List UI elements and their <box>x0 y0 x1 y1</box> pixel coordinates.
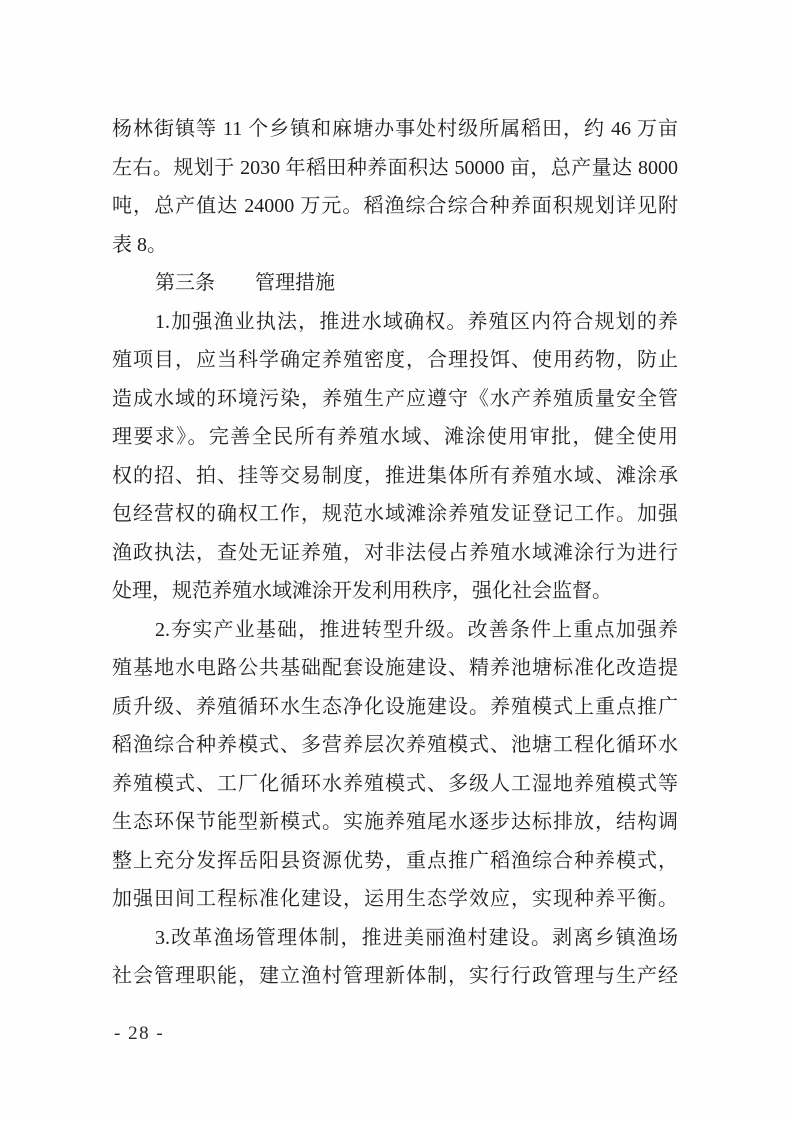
text-line: 渔政执法，查处无证养殖，对非法侵占养殖水域滩涂行为进行 <box>112 541 678 564</box>
text-line: 稻渔综合种养模式、多营养层次养殖模式、池塘工程化循环水 <box>112 734 678 756</box>
text-line: 处理，规范养殖水域滩涂开发利用秩序，强化社会监督。 <box>112 580 612 602</box>
text-line: 加强田间工程标准化建设，运用生态学效应，实现种养平衡。 <box>112 888 678 910</box>
text-line: 理要求》。完善全民所有养殖水域、滩涂使用审批，健全使用 <box>112 426 678 448</box>
paragraph-2-start: 2.夯实产业基础，推进转型升级。改善条件上重点加强养 <box>155 618 678 641</box>
text-line: 质升级、养殖循环水生态净化设施建设。养殖模式上重点推广 <box>112 695 678 718</box>
text-line: 殖项目，应当科学确定养殖密度，合理投饵、使用药物，防止 <box>112 349 678 371</box>
text-line: 权的招、拍、挂等交易制度，推进集体所有养殖水域、滩涂承 <box>112 464 678 487</box>
paragraph-1-start: 1.加强渔业执法，推进水域确权。养殖区内符合规划的养 <box>155 310 678 333</box>
text-line: 殖基地水电路公共基础配套设施建设、精养池塘标准化改造提 <box>112 657 678 679</box>
paragraph-3-start: 3.改革渔场管理体制，推进美丽渔村建设。剥离乡镇渔场 <box>155 926 678 949</box>
text-line: 养殖模式、工厂化循环水养殖模式、多级人工湿地养殖模式等 <box>112 772 678 795</box>
text-line: 整上充分发挥岳阳县资源优势，重点推广稻渔综合种养模式， <box>112 849 678 872</box>
page-number: - 28 - <box>114 1023 165 1044</box>
body-text <box>112 110 678 996</box>
text-line: 吨，总产值达 24000 万元。稻渔综合综合种养面积规划详见附 <box>112 195 678 217</box>
text-line: 社会管理职能，建立渔村管理新体制，实行行政管理与生产经 <box>112 965 678 987</box>
text-line: 左右。规划于 2030 年稻田种养面积达 50000 亩，总产量达 8000 <box>112 156 678 179</box>
text-line: 杨林街镇等 11 个乡镇和麻塘办事处村级所属稻田，约 46 万亩 <box>112 118 678 140</box>
section-heading: 第三条 管理措施 <box>155 272 335 294</box>
text-line: 表 8。 <box>112 233 167 256</box>
text-line: 造成水域的环境污染，养殖生产应遵守《水产养殖质量安全管 <box>112 387 678 410</box>
text-line: 生态环保节能型新模式。实施养殖尾水逐步达标排放，结构调 <box>112 811 678 833</box>
text-line: 包经营权的确权工作，规范水域滩涂养殖发证登记工作。加强 <box>112 503 678 525</box>
